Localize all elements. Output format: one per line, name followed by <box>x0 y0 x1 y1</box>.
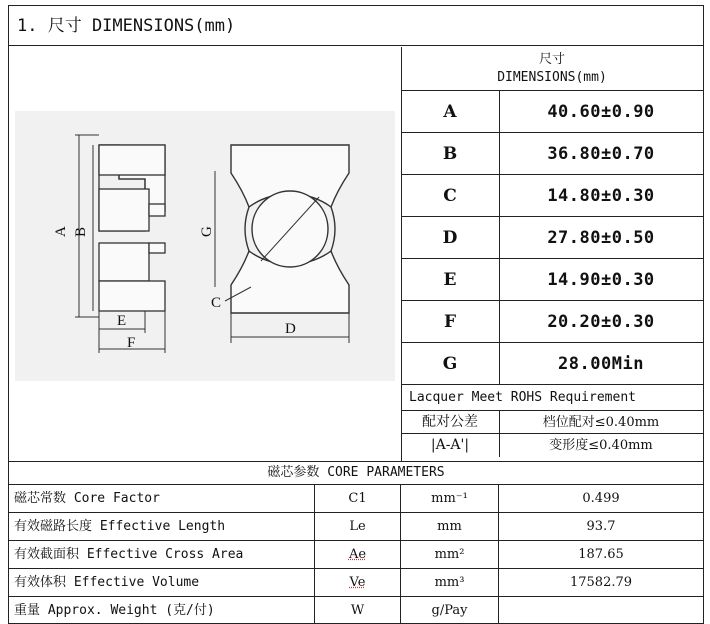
param-name: 重量 Approx. Weight (克/付) <box>9 597 315 624</box>
dim-label-d: D <box>285 321 296 337</box>
dimension-value: 14.80±0.30 <box>547 186 655 206</box>
dimension-row <box>401 133 703 175</box>
dimension-key: F <box>401 301 500 342</box>
param-unit: mm³ <box>401 569 499 596</box>
tolerance-key: 配对公差 <box>401 411 500 433</box>
dim-label-a: A <box>53 226 69 237</box>
tolerance-value: 档位配对≤0.40mm <box>542 415 660 430</box>
core-outline-drawing <box>15 111 395 391</box>
dimension-key: A <box>401 91 500 132</box>
dimension-key: E <box>401 259 500 300</box>
dimensions-header-cn: 尺寸 <box>538 52 565 67</box>
dimension-value: 40.60±0.90 <box>547 102 655 122</box>
spec-sheet <box>8 5 704 624</box>
core-param-row <box>9 513 703 541</box>
param-symbol: Ae <box>315 541 401 568</box>
dimension-value: 36.80±0.70 <box>547 144 655 164</box>
param-value: 93.7 <box>586 519 616 534</box>
dimension-row <box>401 217 703 259</box>
dim-label-e: E <box>117 313 127 329</box>
param-symbol: Le <box>315 513 401 540</box>
core-param-row <box>9 597 703 624</box>
core-param-row <box>9 485 703 513</box>
param-name: 有效磁路长度 Effective Length <box>9 513 315 540</box>
dimension-value: 28.00Min <box>558 354 644 374</box>
core-parameters-header: 磁芯参数 CORE PARAMETERS <box>9 461 703 485</box>
param-unit: mm² <box>401 541 499 568</box>
tolerance-row <box>401 434 703 457</box>
dimension-value: 27.80±0.50 <box>547 228 655 248</box>
dim-label-b: B <box>73 226 89 237</box>
param-unit: g/Pay <box>401 597 499 624</box>
param-unit: mm⁻¹ <box>401 485 499 512</box>
dim-label-c: C <box>211 295 222 311</box>
dimensions-header <box>401 47 703 91</box>
dimension-row <box>401 175 703 217</box>
dimension-key: D <box>401 217 500 258</box>
dimension-value: 20.20±0.30 <box>547 312 655 332</box>
dimension-row <box>401 91 703 133</box>
dimension-row <box>401 343 703 385</box>
core-drawing <box>9 47 402 461</box>
dimension-value: 14.90±0.30 <box>547 270 655 290</box>
dimension-key: C <box>401 175 500 216</box>
core-param-row <box>9 569 703 597</box>
tolerance-value: 变形度≤0.40mm <box>549 438 653 453</box>
dim-label-g: G <box>199 226 215 237</box>
lacquer-note: Lacquer Meet ROHS Requirement <box>401 385 703 411</box>
dimension-row <box>401 301 703 343</box>
param-value: 0.499 <box>582 491 620 506</box>
tolerance-key: |A-A'| <box>401 434 500 457</box>
dimension-key: B <box>401 133 500 174</box>
param-value: 17582.79 <box>569 575 633 590</box>
param-symbol: W <box>315 597 401 624</box>
core-param-row <box>9 541 703 569</box>
param-symbol: C1 <box>315 485 401 512</box>
dimension-key: G <box>401 343 500 384</box>
param-name: 有效体积 Effective Volume <box>9 569 315 596</box>
param-name: 磁芯常数 Core Factor <box>9 485 315 512</box>
param-value: 187.65 <box>578 547 624 562</box>
param-unit: mm <box>401 513 499 540</box>
dimensions-header-en: DIMENSIONS(mm) <box>497 70 607 85</box>
param-name: 有效截面积 Effective Cross Area <box>9 541 315 568</box>
dimension-row <box>401 259 703 301</box>
tolerance-row <box>401 411 703 434</box>
param-symbol: Ve <box>315 569 401 596</box>
section-title: 1. 尺寸 DIMENSIONS(mm) <box>9 6 703 46</box>
param-value <box>499 597 703 624</box>
dim-label-f: F <box>127 335 136 351</box>
